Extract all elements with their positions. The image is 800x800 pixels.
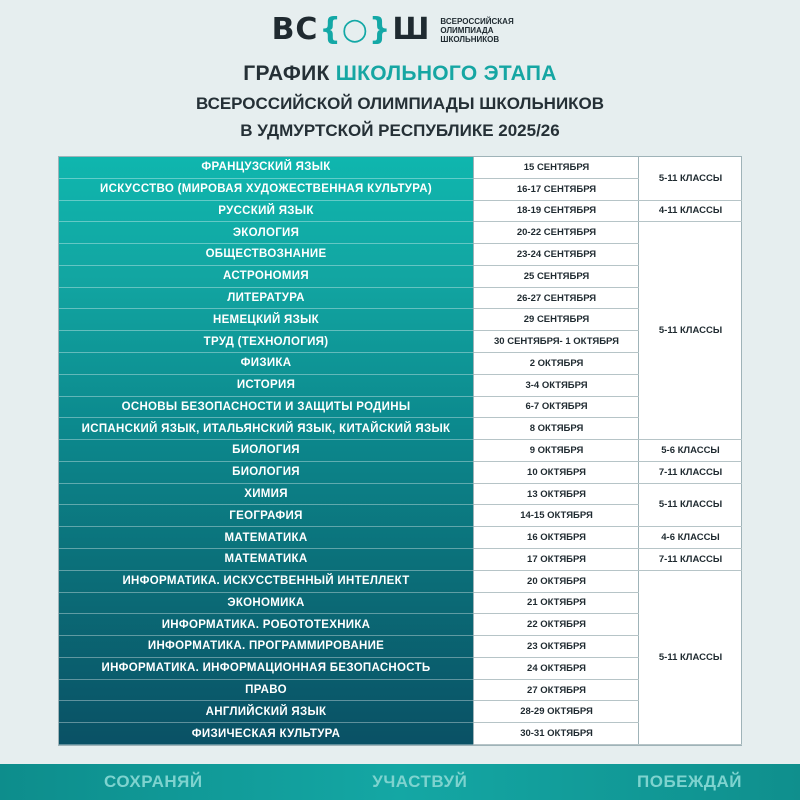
- subject-cell: АНГЛИЙСКИЙ ЯЗЫК: [59, 701, 473, 723]
- date-cell: 21 ОКТЯБРЯ: [474, 593, 639, 615]
- subject-cell: МАТЕМАТИКА: [59, 549, 473, 571]
- class-group-cell: 7-11 КЛАССЫ: [639, 549, 742, 571]
- subject-cell: ГЕОГРАФИЯ: [59, 505, 473, 527]
- header: [0, 14, 800, 46]
- subject-cell: НЕМЕЦКИЙ ЯЗЫК: [59, 309, 473, 331]
- date-cell: 13 ОКТЯБРЯ: [474, 484, 639, 506]
- date-cell: 10 ОКТЯБРЯ: [474, 462, 639, 484]
- subjects-column: [59, 157, 473, 745]
- class-group-cell: 5-6 КЛАССЫ: [639, 440, 742, 462]
- date-cell: 2 ОКТЯБРЯ: [474, 353, 639, 375]
- date-cell: 23 ОКТЯБРЯ: [474, 636, 639, 658]
- subject-cell: БИОЛОГИЯ: [59, 440, 473, 462]
- date-cell: 14-15 ОКТЯБРЯ: [474, 505, 639, 527]
- dates-column: [473, 157, 639, 745]
- footer-banner: [0, 764, 800, 800]
- title-line-3: В УДМУРТСКОЙ РЕСПУБЛИКЕ 2025/26: [240, 121, 560, 140]
- vsosh-logo: [272, 14, 529, 46]
- subject-cell: ХИМИЯ: [59, 484, 473, 506]
- subject-cell: ИСПАНСКИЙ ЯЗЫК, ИТАЛЬЯНСКИЙ ЯЗЫК, КИТАЙСКИЙ ЯЗЫК: [59, 418, 473, 440]
- title-accent: ШКОЛЬНОГО ЭТАПА: [335, 62, 557, 85]
- subject-cell: ОБЩЕСТВОЗНАНИЕ: [59, 244, 473, 266]
- class-group-cell: 5-11 КЛАССЫ: [639, 571, 742, 745]
- date-cell: 18-19 СЕНТЯБРЯ: [474, 201, 639, 223]
- class-group-cell: 5-11 КЛАССЫ: [639, 484, 742, 528]
- date-cell: 30-31 ОКТЯБРЯ: [474, 723, 639, 745]
- logo-mark-right: Ш: [392, 12, 431, 47]
- subject-cell: ПРАВО: [59, 680, 473, 702]
- date-cell: 30 СЕНТЯБРЯ- 1 ОКТЯБРЯ: [474, 331, 639, 353]
- subject-cell: ОСНОВЫ БЕЗОПАСНОСТИ И ЗАЩИТЫ РОДИНЫ: [59, 397, 473, 419]
- subject-cell: ИНФОРМАТИКА. ИНФОРМАЦИОННАЯ БЕЗОПАСНОСТЬ: [59, 658, 473, 680]
- footer-save: СОХРАНЯЙ: [104, 772, 203, 791]
- date-cell: 20-22 СЕНТЯБРЯ: [474, 222, 639, 244]
- subject-cell: ЭКОНОМИКА: [59, 593, 473, 615]
- title-line-2: ВСЕРОССИЙСКОЙ ОЛИМПИАДЫ ШКОЛЬНИКОВ: [195, 94, 605, 113]
- date-cell: 8 ОКТЯБРЯ: [474, 418, 639, 440]
- page-title: [0, 60, 800, 144]
- subject-cell: ТРУД (ТЕХНОЛОГИЯ): [59, 331, 473, 353]
- date-cell: 29 СЕНТЯБРЯ: [474, 309, 639, 331]
- date-cell: 20 ОКТЯБРЯ: [474, 571, 639, 593]
- subject-cell: ЛИТЕРАТУРА: [59, 288, 473, 310]
- schedule-table: [58, 156, 742, 746]
- class-group-cell: 5-11 КЛАССЫ: [639, 157, 742, 201]
- subject-cell: АСТРОНОМИЯ: [59, 266, 473, 288]
- logo-brace-icon: {○}: [319, 12, 392, 47]
- subject-cell: РУССКИЙ ЯЗЫК: [59, 201, 473, 223]
- logo-subtitle: ВСЕРОССИЙСКАЯ ОЛИМПИАДА ШКОЛЬНИКОВ: [440, 16, 514, 44]
- subject-cell: БИОЛОГИЯ: [59, 462, 473, 484]
- subject-cell: ФРАНЦУЗСКИЙ ЯЗЫК: [59, 157, 473, 179]
- date-cell: 28-29 ОКТЯБРЯ: [474, 701, 639, 723]
- date-cell: 24 ОКТЯБРЯ: [474, 658, 639, 680]
- subject-cell: ИНФОРМАТИКА. ИСКУССТВЕННЫЙ ИНТЕЛЛЕКТ: [59, 571, 473, 593]
- date-cell: 16-17 СЕНТЯБРЯ: [474, 179, 639, 201]
- subject-cell: ФИЗИЧЕСКАЯ КУЛЬТУРА: [59, 723, 473, 745]
- date-cell: 6-7 ОКТЯБРЯ: [474, 397, 639, 419]
- date-cell: 25 СЕНТЯБРЯ: [474, 266, 639, 288]
- class-group-cell: 5-11 КЛАССЫ: [639, 222, 742, 440]
- class-group-cell: 4-11 КЛАССЫ: [639, 201, 742, 223]
- logo-mark-left: ВС: [271, 12, 319, 47]
- date-cell: 26-27 СЕНТЯБРЯ: [474, 288, 639, 310]
- subject-cell: ЭКОЛОГИЯ: [59, 222, 473, 244]
- footer-win: ПОБЕЖДАЙ: [637, 772, 742, 791]
- title-prefix: ГРАФИК: [243, 62, 330, 85]
- logo-mark: [272, 14, 431, 46]
- class-group-cell: 4-6 КЛАССЫ: [639, 527, 742, 549]
- classes-column: [639, 157, 742, 745]
- subject-cell: ИСТОРИЯ: [59, 375, 473, 397]
- subject-cell: МАТЕМАТИКА: [59, 527, 473, 549]
- footer-participate: УЧАСТВУЙ: [372, 772, 468, 791]
- date-cell: 22 ОКТЯБРЯ: [474, 614, 639, 636]
- date-cell: 23-24 СЕНТЯБРЯ: [474, 244, 639, 266]
- subject-cell: ИСКУССТВО (МИРОВАЯ ХУДОЖЕСТВЕННАЯ КУЛЬТУРА): [59, 179, 473, 201]
- title-line-1: [0, 60, 800, 88]
- date-cell: 9 ОКТЯБРЯ: [474, 440, 639, 462]
- date-cell: 27 ОКТЯБРЯ: [474, 680, 639, 702]
- date-cell: 16 ОКТЯБРЯ: [474, 527, 639, 549]
- class-group-cell: 7-11 КЛАССЫ: [639, 462, 742, 484]
- subject-cell: ИНФОРМАТИКА. ПРОГРАММИРОВАНИЕ: [59, 636, 473, 658]
- subject-cell: ФИЗИКА: [59, 353, 473, 375]
- date-cell: 3-4 ОКТЯБРЯ: [474, 375, 639, 397]
- subject-cell: ИНФОРМАТИКА. РОБОТОТЕХНИКА: [59, 614, 473, 636]
- date-cell: 15 СЕНТЯБРЯ: [474, 157, 639, 179]
- date-cell: 17 ОКТЯБРЯ: [474, 549, 639, 571]
